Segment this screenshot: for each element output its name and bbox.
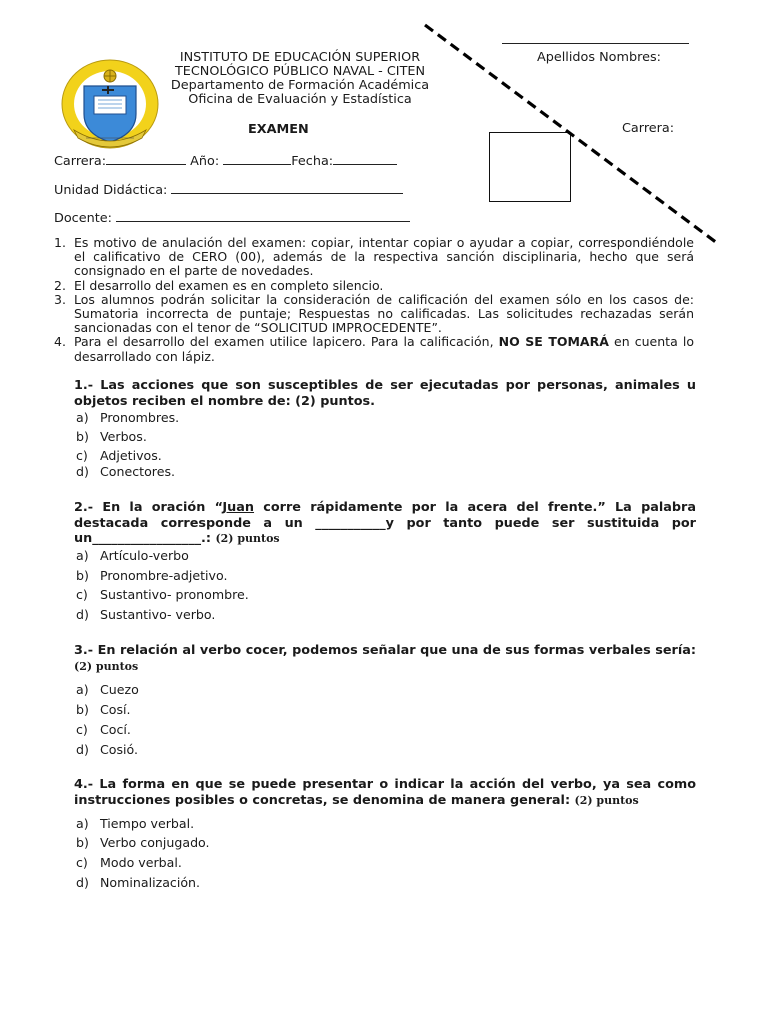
question-3-text: 3.- En relación al verbo cocer, podemos señalar que una de sus formas verbales sería: (2) puntos	[74, 643, 696, 673]
fecha-label: Fecha:	[291, 154, 334, 169]
underlined-word: Juan	[222, 500, 255, 515]
question-3-option-c[interactable]: c) Cocí.	[76, 722, 131, 737]
question-2-option-d[interactable]: d) Sustantivo- verbo.	[76, 607, 216, 622]
question-1-option-d[interactable]: d) Conectores.	[76, 464, 176, 479]
unidad-input[interactable]	[171, 182, 403, 194]
anio-label: Año:	[190, 154, 220, 169]
carrera-right-label: Carrera:	[622, 121, 675, 136]
question-2-text: 2.- En la oración “Juan corre rápidamente por la acera del frente.” La palabra destacada corresponde a un ___________y por tanto puede ser sustituida por un_________________.: (2) puntos	[74, 500, 696, 547]
fields-row-1	[54, 153, 397, 169]
question-3-option-a[interactable]: a) Cuezo	[76, 682, 139, 697]
rule-item: 2. El desarrollo del examen es en completo silencio.	[54, 277, 384, 293]
question-2-option-c[interactable]: c) Sustantivo- pronombre.	[76, 587, 249, 602]
rule-item: 3. Los alumnos podrán solicitar la consideración de calificación del examen sólo en los casos de: Sumatoria incorrecta de puntaje; Respuestas no calificadas. Las solicitudes rechazadas serán sancionadas con el tenor de “SOLICITUD IMPROCEDENTE”.	[54, 291, 694, 336]
exam-title: EXAMEN	[248, 122, 309, 137]
apellidos-nombres-label: Apellidos Nombres:	[537, 50, 661, 65]
docente-input[interactable]	[116, 210, 410, 222]
header-line-2: TECNOLÓGICO PÚBLICO NAVAL - CITEN	[174, 64, 426, 79]
fecha-input[interactable]	[333, 153, 397, 165]
question-4-option-a[interactable]: a) Tiempo verbal.	[76, 816, 195, 831]
question-1-option-c[interactable]: c) Adjetivos.	[76, 448, 162, 463]
question-4-option-d[interactable]: d) Nominalización.	[76, 875, 201, 890]
unidad-label: Unidad Didáctica:	[54, 183, 168, 198]
question-3-option-b[interactable]: b) Cosí.	[76, 702, 131, 717]
question-4-text: 4.- La forma en que se puede presentar o indicar la acción del verbo, ya sea como instrucciones posibles o concretas, se denomina de manera general: (2) puntos	[74, 777, 696, 808]
question-2-option-a[interactable]: a) Artículo-verbo	[76, 548, 189, 563]
question-1-option-a[interactable]: a) Pronombres.	[76, 410, 180, 425]
exam-rules-list	[54, 236, 694, 364]
header-line-3: Departamento de Formación Académica	[170, 78, 430, 93]
fields-row-3	[54, 210, 410, 226]
docente-label: Docente:	[54, 211, 112, 226]
question-1-option-b[interactable]: b) Verbos.	[76, 429, 147, 444]
question-3-option-d[interactable]: d) Cosió.	[76, 742, 139, 757]
header-line-4: Oficina de Evaluación y Estadística	[188, 92, 412, 107]
carrera-input[interactable]	[106, 153, 186, 165]
anio-input[interactable]	[223, 153, 291, 165]
carrera-label: Carrera:	[54, 154, 107, 169]
question-4-option-c[interactable]: c) Modo verbal.	[76, 855, 182, 870]
fields-row-2	[54, 182, 403, 198]
question-4-option-b[interactable]: b) Verbo conjugado.	[76, 835, 210, 850]
rule-item: 1. Es motivo de anulación del examen: copiar, intentar copiar o ayudar a copiar, correspondiéndole el calificativo de CERO (00), además de la respectiva sanción disciplinaria, hecho que será consignado en el parte de novedades.	[54, 235, 694, 279]
header-line-1: INSTITUTO DE EDUCACIÓN SUPERIOR	[179, 50, 421, 65]
rule-item: 4. Para el desarrollo del examen utilice lapicero. Para la calificación, NO SE TOMARÁ en cuenta lo desarrollado con lápiz.	[54, 334, 694, 364]
question-2-option-b[interactable]: b) Pronombre-adjetivo.	[76, 568, 228, 583]
question-1-text: 1.- Las acciones que son susceptibles de ser ejecutadas por personas, animales u objetos reciben el nombre de: (2) puntos.	[74, 378, 696, 409]
